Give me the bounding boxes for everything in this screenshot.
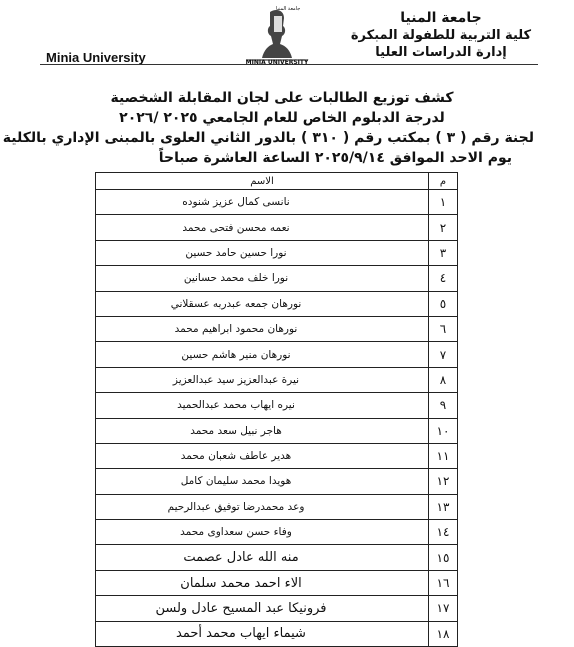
header-divider	[40, 64, 538, 65]
header-arabic-block	[346, 10, 536, 61]
document-title-block	[2, 88, 542, 168]
row-number: ١	[429, 190, 458, 215]
row-number: ٦	[429, 316, 458, 341]
table-row	[96, 291, 458, 316]
student-name: نورا خلف محمد حسانين	[96, 266, 429, 291]
row-number: ١٦	[429, 570, 458, 595]
student-name: نيرة عبدالعزيز سيد عبدالعزيز	[96, 367, 429, 392]
row-number: ١٢	[429, 469, 458, 494]
column-header-name: الاسم	[96, 173, 429, 190]
row-number: ٣	[429, 240, 458, 265]
column-header-number: م	[429, 173, 458, 190]
table-row	[96, 418, 458, 443]
title-line-1: كشف توزيع الطالبات على لجان المقابلة الشخصية	[110, 90, 454, 106]
logo-text-en: MINIA UNIVERSITY	[245, 59, 309, 66]
row-number: ١٠	[429, 418, 458, 443]
student-name: نانسى كمال عزيز شنوده	[96, 190, 429, 215]
row-number: ٨	[429, 367, 458, 392]
table-row	[96, 570, 458, 595]
table-row	[96, 190, 458, 215]
student-name: وفاء حسن سعداوى محمد	[96, 520, 429, 545]
table-row	[96, 545, 458, 570]
row-number: ١٣	[429, 494, 458, 519]
student-name: نورهان منير هاشم حسين	[96, 342, 429, 367]
student-name: هاجر نبيل سعد محمد	[96, 418, 429, 443]
university-name-en: Minia University	[46, 50, 146, 65]
table-row	[96, 596, 458, 621]
student-name: نيره ايهاب محمد عبدالحميد	[96, 393, 429, 418]
table-header-row	[96, 173, 458, 190]
title-line-4: يوم الاحد الموافق ٢٠٢٥/٩/١٤ الساعة العاشرة صباحاً	[158, 150, 512, 166]
row-number: ٧	[429, 342, 458, 367]
row-number: ١٥	[429, 545, 458, 570]
row-number: ٥	[429, 291, 458, 316]
row-number: ١٨	[429, 621, 458, 646]
table-row	[96, 266, 458, 291]
row-number: ١٤	[429, 520, 458, 545]
student-name: الاء احمد محمد سلمان	[96, 570, 429, 595]
student-name: نورا حسين حامد حسين	[96, 240, 429, 265]
student-name: فرونيكا عبد المسيح عادل ولسن	[96, 596, 429, 621]
student-name: هويدا محمد سليمان كامل	[96, 469, 429, 494]
nefertiti-bust-logo-icon	[236, 6, 318, 66]
student-name: نورهان محمود ابراهيم محمد	[96, 316, 429, 341]
table-row	[96, 494, 458, 519]
row-number: ١٧	[429, 596, 458, 621]
student-name: شيماء ايهاب محمد أحمد	[96, 621, 429, 646]
row-number: ٩	[429, 393, 458, 418]
university-name-ar: جامعة المنيا	[400, 10, 482, 26]
title-line-2: لدرجة الدبلوم الخاص للعام الجامعي ٢٠٢٥ /٢٠٢٦	[119, 110, 445, 126]
table-row	[96, 520, 458, 545]
university-logo	[236, 6, 318, 66]
table-row	[96, 393, 458, 418]
table-row	[96, 469, 458, 494]
student-name: نعمه محسن فتحى محمد	[96, 215, 429, 240]
title-line-3: لجنة رقم ( ٣ ) بمكتب رقم ( ٣١٠ ) بالدور الثاني العلوى بالمبنى الإداري بالكلية	[2, 130, 534, 146]
table-row	[96, 240, 458, 265]
table-row	[96, 367, 458, 392]
student-name: وعد محمدرضا توفيق عبدالرحيم	[96, 494, 429, 519]
department-name-ar: إدارة الدراسات العليا	[375, 45, 507, 60]
student-name: نورهان جمعه عبدربه عسقلاني	[96, 291, 429, 316]
table-row	[96, 621, 458, 646]
table-row	[96, 342, 458, 367]
table-row	[96, 215, 458, 240]
student-name: منه الله عادل عصمت	[96, 545, 429, 570]
logo-text-ar: جامعة المنيا	[276, 6, 301, 12]
table-row	[96, 316, 458, 341]
student-name: هدير عاطف شعبان محمد	[96, 443, 429, 468]
table-row	[96, 443, 458, 468]
faculty-name-ar: كلية التربية للطفولة المبكرة	[350, 28, 532, 43]
row-number: ٢	[429, 215, 458, 240]
students-table	[95, 172, 458, 647]
row-number: ١١	[429, 443, 458, 468]
row-number: ٤	[429, 266, 458, 291]
